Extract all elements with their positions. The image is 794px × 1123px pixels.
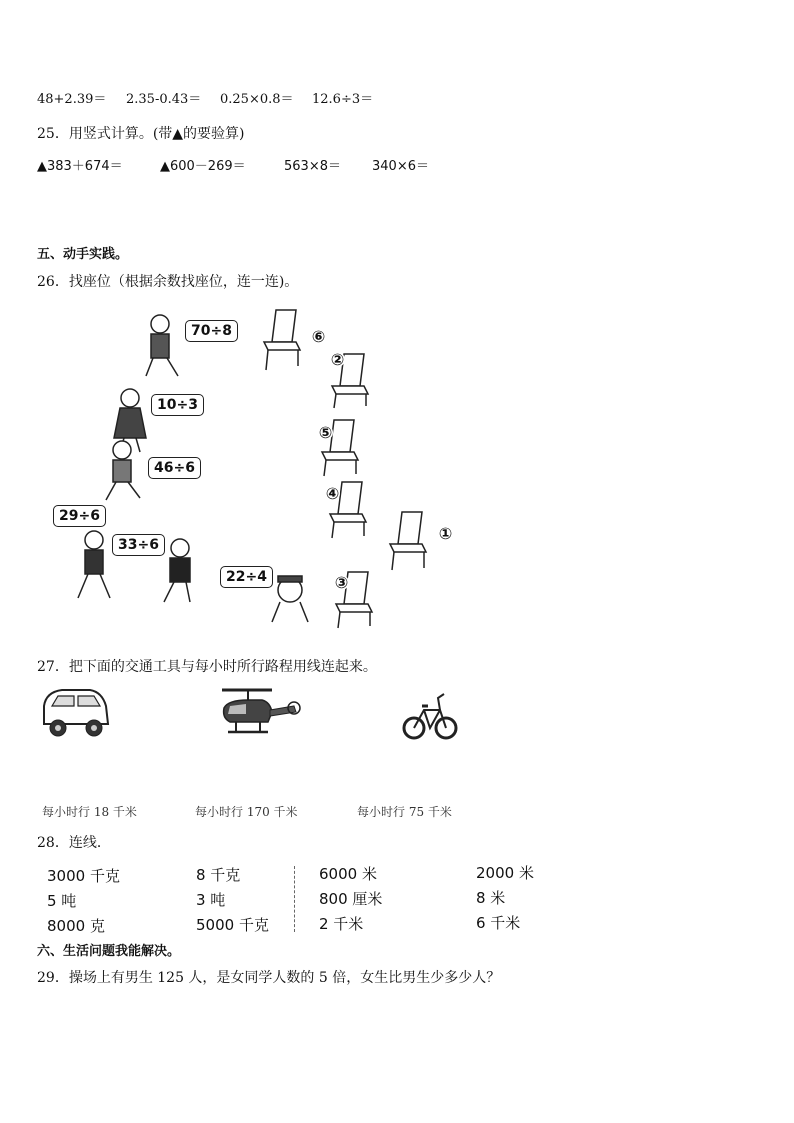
unit-item: 3 吨 [196, 891, 226, 909]
unit-item: 8 米 [476, 889, 506, 907]
remainder-bubble: 46÷6 [148, 457, 201, 479]
unit-item: 2000 米 [476, 864, 534, 882]
helicopter-icon [218, 684, 302, 742]
remainder-bubble: 29÷6 [53, 505, 106, 527]
section-6-heading: 六、生活问题我能解决。 [37, 944, 181, 959]
unit-item: 6000 米 [319, 865, 377, 883]
speed-label: 每小时行 75 千米 [357, 805, 452, 819]
calc-item: 2.35-0.43＝ [126, 92, 202, 107]
unit-item: 8000 克 [47, 917, 105, 935]
unit-item: 8 千克 [196, 866, 241, 884]
column-divider [294, 866, 295, 932]
speed-label: 每小时行 170 千米 [195, 805, 298, 819]
child-figure [78, 531, 110, 598]
speed-label: 每小时行 18 千米 [42, 805, 137, 819]
calc-item: 0.25×0.8＝ [220, 92, 294, 107]
chair-icon [390, 512, 426, 570]
question-28-title: 28．连线． [37, 835, 111, 851]
remainder-bubble: 22÷4 [220, 566, 273, 588]
child-figure [106, 441, 140, 500]
chair-icon [264, 310, 300, 370]
seat-number: ⑤ [318, 423, 333, 442]
section-5-heading: 五、动手实践。 [37, 247, 129, 262]
child-figure [272, 576, 308, 622]
calc-item: 48+2.39＝ [37, 92, 107, 107]
seat-number: ⑥ [311, 327, 326, 346]
vertical-calc-item: ▲600－269＝ [160, 159, 246, 174]
car-icon [38, 684, 112, 742]
child-figure [164, 539, 190, 602]
question-29-text: 29．操场上有男生 125 人，是女同学人数的 5 倍，女生比男生少多少人？ [37, 970, 501, 986]
bicycle-icon [402, 684, 458, 744]
vertical-calc-item: 340×6＝ [372, 159, 429, 174]
unit-item: 6 千米 [476, 914, 521, 932]
unit-item: 2 千米 [319, 915, 364, 933]
unit-item: 5 吨 [47, 892, 77, 910]
question-27-title: 27．把下面的交通工具与每小时所行路程用线连起来。 [37, 659, 377, 675]
vertical-calc-item: ▲383＋674＝ [37, 159, 123, 174]
vertical-calc-item: 563×8＝ [284, 159, 341, 174]
unit-item: 3000 千克 [47, 867, 120, 885]
remainder-bubble: 70÷8 [185, 320, 238, 342]
child-figure [146, 315, 178, 376]
remainder-bubble: 10÷3 [151, 394, 204, 416]
unit-item: 5000 千克 [196, 916, 269, 934]
seat-number: ① [438, 524, 453, 543]
seat-number: ② [330, 350, 345, 369]
seat-number: ④ [325, 484, 340, 503]
calc-item: 12.6÷3＝ [312, 92, 374, 107]
question-26-title: 26．找座位（根据余数找座位，连一连)。 [37, 274, 299, 290]
unit-item: 800 厘米 [319, 890, 383, 908]
seat-number: ③ [334, 573, 349, 592]
remainder-bubble: 33÷6 [112, 534, 165, 556]
question-25-title: 25．用竖式计算。(带▲的要验算) [37, 126, 245, 142]
